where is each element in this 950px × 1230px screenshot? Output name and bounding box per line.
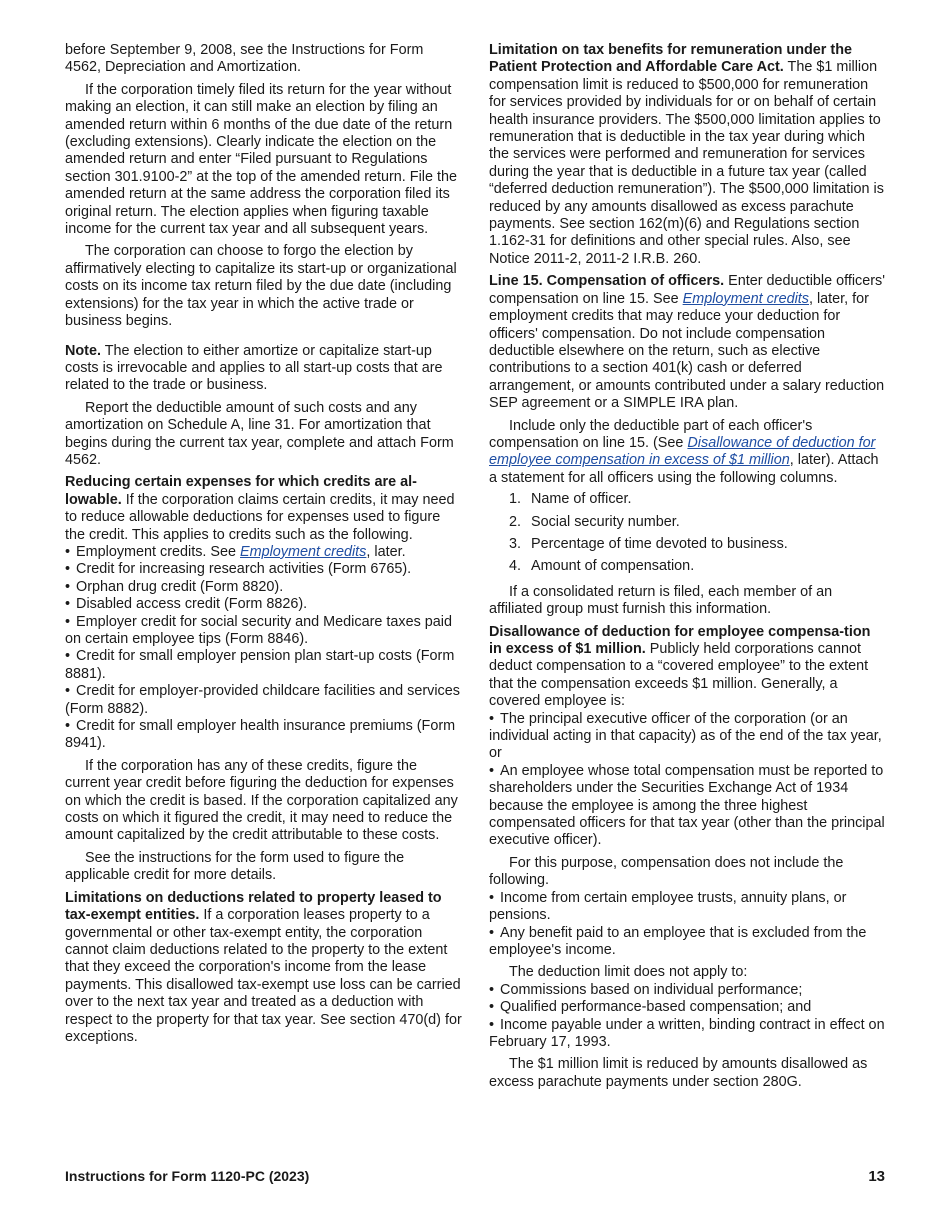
limitations-section (65, 890, 463, 1047)
paragraph: before September 9, 2008, see the Instructions for Form 4562, Depreciation and Amortization. (65, 42, 424, 76)
reducing-heading: Reducing certain expenses for which credits are al-lowable. (65, 474, 417, 508)
limitations-text: If a corporation leases property to a governmental or other tax-exempt entity, the corporation cannot claim deductions related to the property to the extent that they exceed the corporation's income from the lease payments. This disallowed tax-exempt use loss can be carried over to the next tax year and treated as a deduction with respect to the property for that tax year. See section 470(d) for exceptions. (65, 907, 462, 1045)
reducing-section (65, 474, 463, 544)
list-item: • Credit for employer-provided childcare facilities and services (Form 8882). (65, 683, 463, 718)
footer-title: Instructions for Form 1120-PC (2023) (65, 1168, 310, 1184)
include-paragraph: Include only the deductible part of each officer's compensation on line 15. (See Disallowance of deduction for employee compensation in excess of $1 million, later). Attach a statement for all officers using the following columns. (489, 417, 879, 486)
limitations-heading: Limitations on deductions related to property leased to tax-exempt entities. (65, 889, 442, 924)
disallowance-section: Disallowance of deduction for employee compensa-tion in excess of $1 million. Publicly held corporations cannot deduct compensation to a “covered employee” to the extent that the compensation exceeds $1 million. Generally, a covered employee is: (489, 623, 871, 710)
list-item: • Credit for increasing research activities (Form 6765). (65, 561, 463, 578)
note-paragraph (65, 343, 463, 395)
list-item: • Employer credit for social security and Medicare taxes paid on certain employee tips (Form 8846). (65, 614, 463, 649)
ppaca-text: The $1 million compensation limit is reduced to $500,000 for remuneration for services provided by individuals for or on behalf of certain health insurance providers. The $500,000 limitation applies to remuneration that is deductible in the tax year during which the services were performed and remuneration for services during the year that is deductible in a future tax year (called “deferred deduction remuneration”). The $500,000 limitation is reduced by any amounts disallowed as excess parachute payments. See section 162(m)(6) and Regulations section 1.162-31 for definitions and other special rules. Also, see Notice 2011-2, 2011-2 I.R.B. 260. (489, 59, 884, 267)
ppaca-section (489, 42, 887, 268)
line15-heading: Line 15. Compensation of officers. (489, 273, 725, 290)
list-item: • Income from certain employee trusts, annuity plans, or pensions. (489, 890, 887, 925)
exclusions-list (489, 890, 887, 960)
list-item: • Credit for small employer health insurance premiums (Form 8941). (65, 718, 463, 753)
paragraph: The deduction limit does not apply to: (509, 964, 748, 981)
paragraph: The $1 million limit is reduced by amounts disallowed as excess parachute payments under section 280G. (489, 1056, 868, 1090)
reducing-text: If the corporation claims certain credits, it may need to reduce allowable deductions for expenses used to figure the credit. This applies to credits such as the following. (65, 491, 455, 543)
list-item: 1. Name of officer. (509, 491, 632, 508)
covered-employee-list (489, 711, 887, 850)
list-item: • Employment credits. See Employment credits, later. (65, 544, 463, 561)
paragraph: See the instructions for the form used to figure the applicable credit for more details. (65, 849, 405, 884)
officer-columns-list (489, 491, 887, 576)
disallowance-link[interactable]: Disallowance of deduction for employee compensation in excess of $1 million (489, 434, 876, 469)
limit-exceptions-list (489, 982, 887, 1052)
paragraph: If the corporation timely filed its return for the year without making an election, it can still make an election by filing an amended return within 6 months of the due date of the return (excluding extensions). Clearly indicate the election on the amended return and enter “Filed pursuant to Regulations section 301.9100-2” at the top of the amended return. File the amended return at the same address the corporation filed its original return. The election applies when figuring taxable income for the current tax year and all subsequent years. (65, 81, 457, 238)
list-item: • Orphan drug credit (Form 8820). (65, 579, 463, 596)
list-item: • Commissions based on individual performance; (489, 982, 887, 999)
page-footer (65, 1168, 885, 1185)
employment-credits-link[interactable]: Employment credits (240, 543, 367, 560)
right-column (489, 42, 887, 1096)
list-item: • Credit for small employer pension plan start-up costs (Form 8881). (65, 648, 463, 683)
list-item: • Disabled access credit (Form 8826). (65, 596, 463, 613)
list-item: • Income payable under a written, binding contract in effect on February 17, 1993. (489, 1017, 887, 1052)
note-text: The election to either amortize or capitalize start-up costs is irrevocable and applies to all start-up costs that are related to the trade or business. (65, 342, 443, 394)
list-item: • Any benefit paid to an employee that is excluded from the employee's income. (489, 925, 887, 960)
list-item: • The principal executive officer of the corporation (or an individual acting in that capacity) as of the end of the tax year, or (489, 711, 887, 763)
paragraph: If a consolidated return is filed, each member of an affiliated group must furnish this information. (489, 583, 833, 618)
list-item: • An employee whose total compensation must be reported to shareholders under the Securities Exchange Act of 1934 because the employee is among the three highest compensated officers for that tax year (other than the principal executive officer). (489, 763, 887, 850)
note-label: Note. (65, 342, 101, 359)
line15-section: Line 15. Compensation of officers. Enter deductible officers' compensation on line 15. See Employment credits, later, for employment credits that may reduce your deduction for officers' compensation. Do not include compensation deductible elsewhere on the return, such as elective contributions to a section 401(k) cash or deferred arrangement, or amounts contributed under a salary reduction SEP agreement or a SIMPLE IRA plan. (489, 273, 885, 412)
list-item: 3. Percentage of time devoted to business. (509, 535, 788, 552)
paragraph: The corporation can choose to forgo the election by affirmatively electing to capitalize its start-up or organizational costs on its income tax return filed by the due date (including extensions) for the tax year in which the active trade or business begins. (65, 243, 457, 330)
credits-list (65, 544, 463, 753)
paragraph: If the corporation has any of these credits, figure the current year credit before figuring the deduction for expenses on which the credit is based. If the corporation capitalized any costs on which it figured the credit, it may need to reduce the amount capitalized by the credit attributable to these costs. (65, 757, 458, 844)
list-item: • Qualified performance-based compensation; and (489, 999, 887, 1016)
list-item: 4. Amount of compensation. (509, 558, 695, 575)
paragraph: Report the deductible amount of such costs and any amortization on Schedule A, line 31. For amortization that begins during the current tax year, complete and attach Form 4562. (65, 399, 454, 468)
list-item: 2. Social security number. (509, 513, 680, 530)
employment-credits-link[interactable]: Employment credits (682, 290, 809, 307)
page-number: 13 (868, 1168, 885, 1185)
paragraph: For this purpose, compensation does not include the following. (489, 854, 844, 889)
disallowance-heading: Disallowance of deduction for employee compensa-tion in excess of $1 million. (489, 623, 871, 657)
left-column (65, 42, 463, 1051)
ppaca-heading: Limitation on tax benefits for remuneration under the Patient Protection and Affordable Care Act. (489, 42, 852, 76)
